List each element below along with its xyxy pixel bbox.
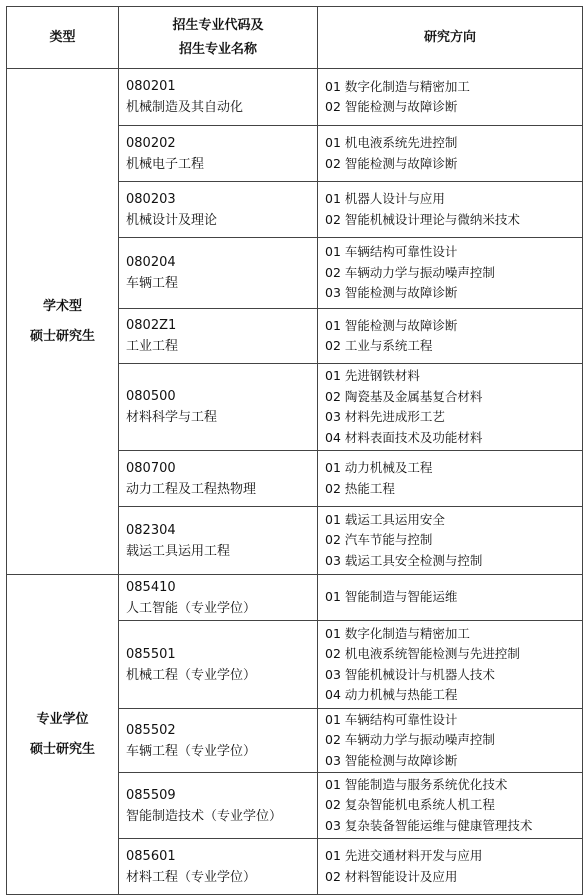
direction-item: 04 动力机械与热能工程 bbox=[325, 687, 458, 702]
direction-item: 01 车辆结构可靠性设计 bbox=[325, 244, 458, 260]
program-name: 机械电子工程 bbox=[126, 156, 205, 172]
program-name: 机械制造及其自动化 bbox=[126, 100, 244, 115]
direction-item: 01 智能检测与故障诊断 bbox=[325, 317, 458, 333]
program-name: 智能制造技术（专业学位） bbox=[126, 808, 283, 824]
program-cell bbox=[119, 182, 318, 238]
program-name: 材料工程（专业学位） bbox=[126, 869, 257, 885]
program-code: 080202 bbox=[126, 135, 176, 151]
direction-item: 01 动力机械及工程 bbox=[325, 460, 433, 475]
direction-item: 02 车辆动力学与振动噪声控制 bbox=[325, 264, 495, 280]
program-cell bbox=[119, 507, 318, 575]
program-name: 载运工具运用工程 bbox=[126, 543, 231, 559]
program-cell bbox=[119, 839, 318, 895]
program-cell bbox=[119, 69, 318, 126]
program-name: 机械设计及理论 bbox=[126, 212, 218, 228]
program-name: 材料科学与工程 bbox=[126, 410, 218, 425]
direction-cell bbox=[318, 575, 583, 621]
direction-item: 03 智能检测与故障诊断 bbox=[325, 752, 458, 768]
direction-item: 02 材料智能设计及应用 bbox=[325, 868, 458, 884]
program-name: 车辆工程（专业学位） bbox=[126, 743, 257, 759]
direction-item: 03 智能机械设计与机器人技术 bbox=[325, 666, 495, 682]
admission-table-container bbox=[6, 6, 582, 888]
program-cell bbox=[119, 126, 318, 182]
direction-item: 04 材料表面技术及功能材料 bbox=[325, 429, 483, 445]
direction-item: 01 数字化制造与精密加工 bbox=[325, 78, 470, 94]
direction-item: 01 载运工具运用安全 bbox=[325, 511, 445, 527]
direction-item: 02 汽车节能与控制 bbox=[325, 532, 433, 548]
program-code: 080201 bbox=[126, 79, 176, 94]
direction-cell bbox=[318, 709, 583, 773]
direction-item: 03 复杂装备智能运维与健康管理技术 bbox=[325, 817, 533, 833]
header-type: 类型 bbox=[7, 7, 119, 69]
category-line1: 专业学位 bbox=[36, 711, 89, 727]
program-code: 0802Z1 bbox=[126, 318, 177, 333]
direction-item: 02 工业与系统工程 bbox=[325, 338, 433, 353]
direction-item: 02 智能检测与故障诊断 bbox=[325, 155, 458, 171]
direction-cell bbox=[318, 364, 583, 451]
direction-cell bbox=[318, 309, 583, 364]
direction-cell bbox=[318, 126, 583, 182]
program-code: 080203 bbox=[126, 191, 176, 207]
direction-item: 02 陶瓷基及金属基复合材料 bbox=[325, 388, 483, 404]
direction-item: 02 复杂智能机电系统人机工程 bbox=[325, 797, 495, 813]
program-cell bbox=[119, 309, 318, 364]
header-program bbox=[119, 7, 318, 69]
header-program-line2: 招生专业名称 bbox=[178, 41, 257, 57]
direction-item: 02 智能机械设计理论与微纳米技术 bbox=[325, 211, 520, 227]
direction-cell bbox=[318, 507, 583, 575]
direction-item: 01 智能制造与智能运维 bbox=[325, 589, 458, 605]
header-row bbox=[7, 7, 583, 69]
direction-item: 01 数字化制造与精密加工 bbox=[325, 625, 470, 641]
category-line2: 硕士研究生 bbox=[29, 328, 95, 344]
direction-cell bbox=[318, 451, 583, 507]
direction-item: 02 智能检测与故障诊断 bbox=[325, 99, 458, 114]
program-name: 动力工程及工程热物理 bbox=[126, 481, 257, 497]
direction-item: 01 先进钢铁材料 bbox=[325, 368, 420, 383]
direction-item: 03 材料先进成形工艺 bbox=[325, 409, 445, 424]
program-code: 085501 bbox=[126, 646, 176, 662]
program-name: 机械工程（专业学位） bbox=[126, 667, 257, 683]
program-cell bbox=[119, 364, 318, 451]
direction-item: 01 车辆结构可靠性设计 bbox=[325, 711, 458, 727]
direction-item: 01 机电液系统先进控制 bbox=[325, 135, 458, 150]
direction-item: 02 机电液系统智能检测与先进控制 bbox=[325, 646, 520, 661]
category-line2: 硕士研究生 bbox=[29, 741, 95, 757]
direction-item: 02 热能工程 bbox=[325, 480, 395, 496]
direction-item: 03 载运工具安全检测与控制 bbox=[325, 552, 483, 568]
program-cell bbox=[119, 709, 318, 773]
program-code: 082304 bbox=[126, 522, 176, 538]
direction-item: 01 机器人设计与应用 bbox=[325, 191, 445, 206]
table-row bbox=[7, 575, 583, 621]
category-cell bbox=[7, 69, 119, 575]
program-code: 085509 bbox=[126, 787, 176, 803]
program-name: 工业工程 bbox=[126, 339, 179, 354]
category-line1: 学术型 bbox=[42, 298, 82, 314]
direction-item: 01 智能制造与服务系统优化技术 bbox=[325, 776, 508, 792]
direction-cell bbox=[318, 839, 583, 895]
program-cell bbox=[119, 773, 318, 839]
program-cell bbox=[119, 451, 318, 507]
program-code: 080204 bbox=[126, 255, 176, 270]
program-cell bbox=[119, 575, 318, 621]
direction-cell bbox=[318, 621, 583, 709]
direction-cell bbox=[318, 69, 583, 126]
program-cell bbox=[119, 621, 318, 709]
header-program-line1: 招生专业代码及 bbox=[172, 17, 264, 33]
direction-cell bbox=[318, 182, 583, 238]
direction-cell bbox=[318, 238, 583, 309]
direction-item: 02 车辆动力学与振动噪声控制 bbox=[325, 732, 495, 748]
program-name: 人工智能（专业学位） bbox=[126, 600, 257, 616]
program-cell bbox=[119, 238, 318, 309]
program-code: 085410 bbox=[126, 579, 176, 595]
admission-table bbox=[6, 6, 583, 895]
program-code: 085601 bbox=[126, 848, 176, 864]
category-cell bbox=[7, 575, 119, 895]
program-code: 080500 bbox=[126, 389, 176, 404]
table-row bbox=[7, 69, 583, 126]
direction-cell bbox=[318, 773, 583, 839]
header-direction: 研究方向 bbox=[318, 7, 583, 69]
table-body bbox=[7, 69, 583, 895]
program-code: 080700 bbox=[126, 460, 176, 476]
direction-item: 01 先进交通材料开发与应用 bbox=[325, 848, 483, 863]
direction-item: 03 智能检测与故障诊断 bbox=[325, 285, 458, 301]
program-name: 车辆工程 bbox=[126, 276, 179, 291]
program-code: 085502 bbox=[126, 722, 176, 738]
